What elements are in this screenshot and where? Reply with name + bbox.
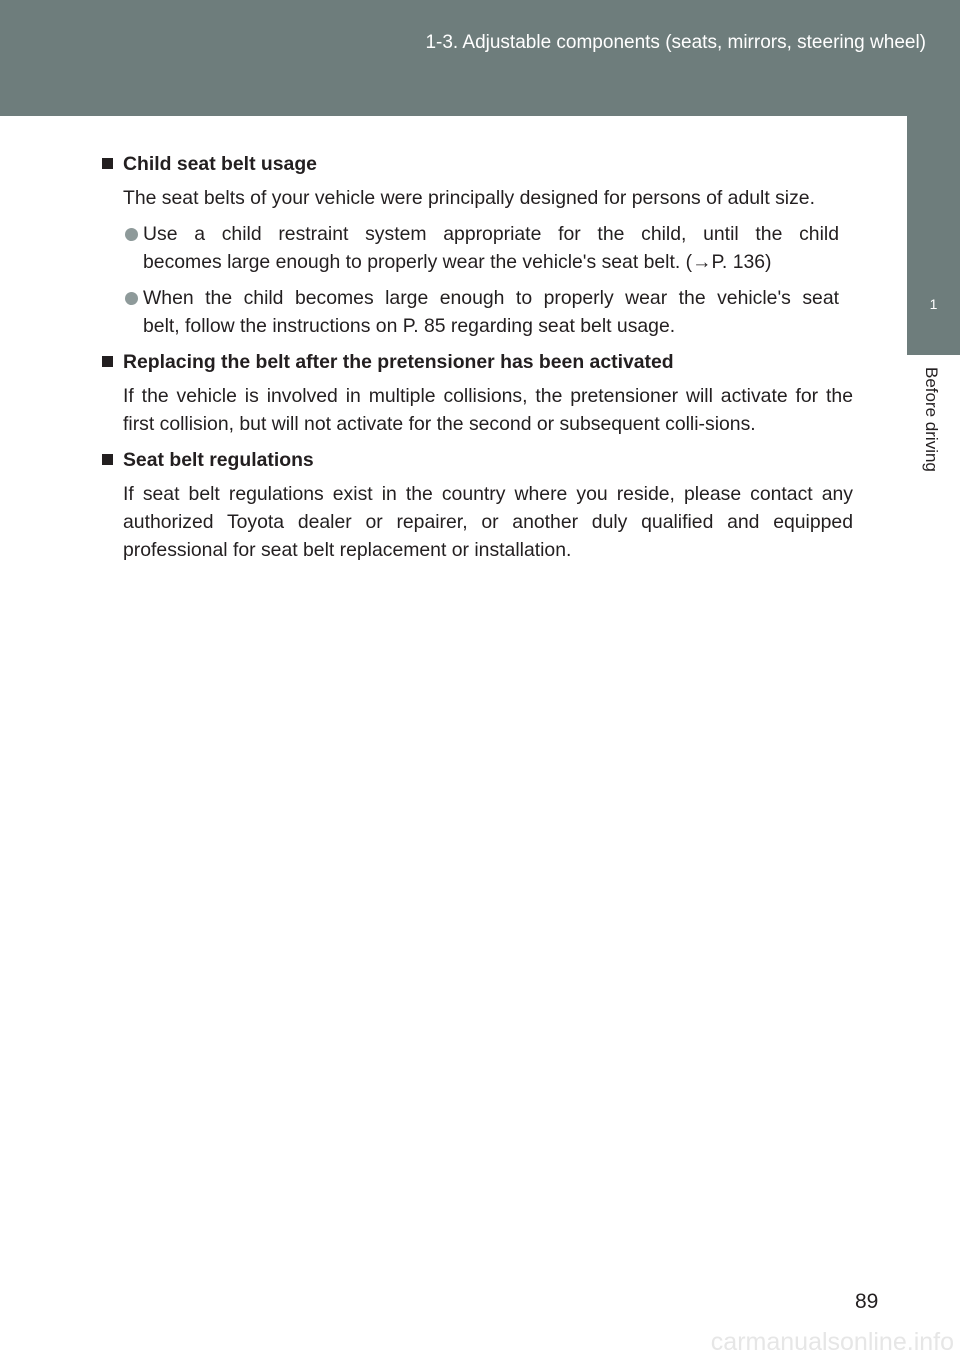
list-item-text-line: becomes large enough to properly wear the vehicle's seat belt. (→P. 136) — [143, 251, 772, 273]
section-paragraph: If the vehicle is involved in multiple collisions, the pretensioner will activate for the first collision, but will not activate for the second or subsequent colli-sions. — [123, 385, 853, 435]
page-header — [0, 0, 960, 116]
list-item-text-line: Use a child restraint system appropriate for the child, until the child — [143, 223, 839, 245]
section-heading — [101, 348, 853, 376]
section-paragraph: The seat belts of your vehicle were principally designed for persons of adult size. — [123, 187, 815, 209]
round-bullet-icon — [125, 228, 138, 241]
chapter-label: Before driving — [922, 367, 941, 472]
chapter-tab — [907, 116, 960, 355]
section-child-seat-belt-usage — [101, 150, 853, 340]
page-number: 89 — [855, 1290, 879, 1313]
section-heading-text: Child seat belt usage — [123, 153, 317, 175]
list-item-text-line: When the child becomes large enough to properly wear the vehicle's seat — [143, 287, 839, 309]
square-bullet-icon — [102, 454, 113, 465]
page-content — [101, 150, 853, 572]
section-heading-text: Seat belt regulations — [123, 449, 314, 471]
header-title: 1-3. Adjustable components (seats, mirrors, steering wheel) — [425, 32, 926, 53]
round-bullet-icon — [125, 292, 138, 305]
section-seat-belt-regulations — [101, 446, 853, 564]
chapter-label-area — [907, 355, 960, 555]
section-heading — [101, 150, 853, 178]
list-item — [123, 220, 839, 276]
square-bullet-icon — [102, 158, 113, 169]
square-bullet-icon — [102, 356, 113, 367]
section-heading — [101, 446, 853, 474]
list-item — [123, 284, 839, 340]
chapter-number: 1 — [929, 296, 938, 312]
watermark: carmanualsonline.info — [710, 1328, 954, 1356]
section-paragraph: If seat belt regulations exist in the country where you reside, please contact any authorized Toyota dealer or repairer, or another duly qualified and equipped professional for seat belt replacement or installation. — [123, 483, 853, 561]
section-replacing-belt — [101, 348, 853, 438]
section-heading-text: Replacing the belt after the pretensioner has been activated — [123, 351, 674, 373]
list-item-text-line: belt, follow the instructions on P. 85 regarding seat belt usage. — [143, 315, 676, 337]
